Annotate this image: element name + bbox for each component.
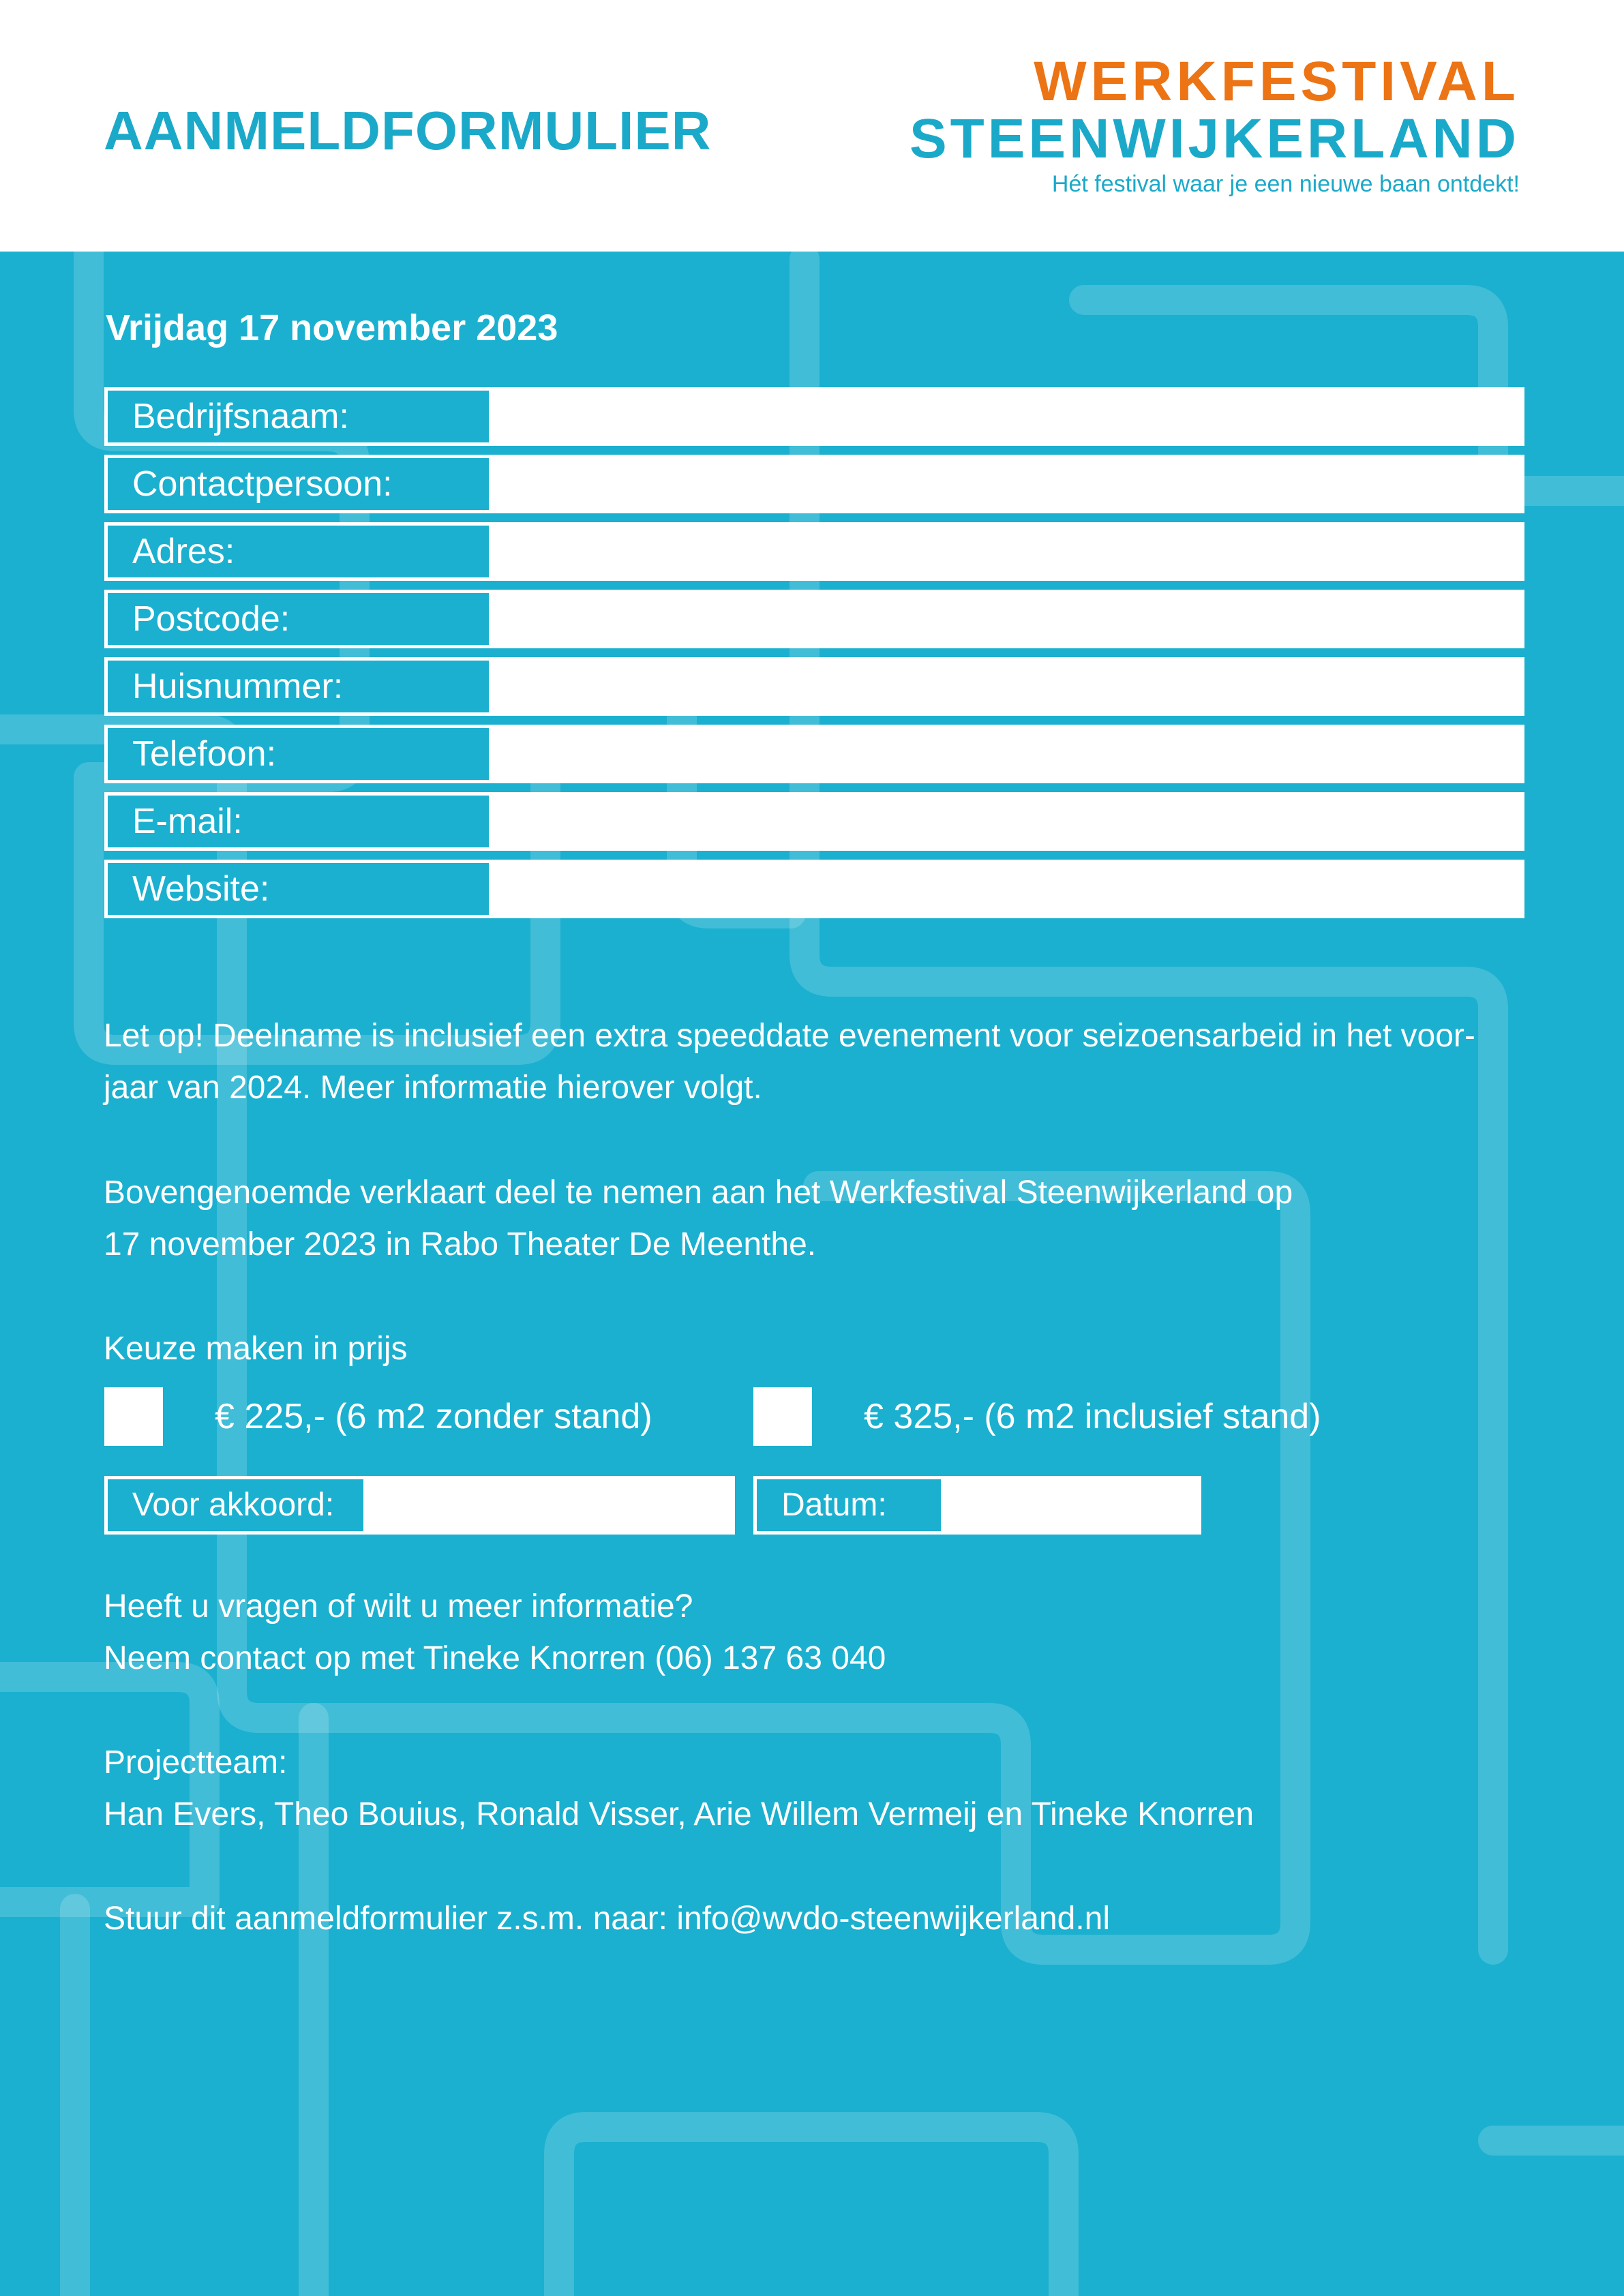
note-line-1: Let op! Deelname is inclusief een extra speeddate evenement voor seizoensarbeid in het voor- — [104, 1018, 1475, 1054]
company-name-input[interactable] — [489, 387, 1524, 446]
questions-line-1: Heeft u vragen of wilt u meer informatie? — [104, 1588, 693, 1625]
agreement-signature-input[interactable] — [363, 1476, 735, 1535]
send-instructions: Stuur dit aanmeldformulier z.s.m. naar: info@wvdo-steenwijkerland.nl — [104, 1901, 1111, 1937]
note-line-2: jaar van 2024. Meer informatie hierover volgt. — [104, 1070, 762, 1106]
date-input[interactable] — [941, 1476, 1201, 1535]
price-choice-prompt: Keuze maken in prijs — [104, 1331, 408, 1367]
field-label: Telefoon: — [132, 734, 277, 774]
team-heading: Projectteam: — [104, 1744, 288, 1781]
project-team — [104, 1737, 1535, 1841]
phone-input[interactable] — [489, 725, 1524, 783]
date-label: Datum: — [781, 1487, 887, 1523]
field-house-number — [104, 657, 1524, 716]
participation-declaration — [104, 1167, 1535, 1271]
field-label: Huisnummer: — [132, 667, 344, 706]
declaration-line-1: Bovengenoemde verklaart deel te nemen aan het Werkfestival Steenwijkerland op — [104, 1175, 1293, 1211]
field-website — [104, 860, 1524, 918]
field-postcode — [104, 590, 1524, 648]
contact-fields — [104, 387, 1524, 927]
contact-person-input[interactable] — [489, 455, 1524, 513]
field-email — [104, 792, 1524, 851]
logo-werkfestival: WERKFESTIVAL — [1034, 50, 1520, 112]
page-title: AANMELDFORMULIER — [104, 100, 712, 161]
postcode-input[interactable] — [489, 590, 1524, 648]
logo-tagline: Hét festival waar je een nieuwe baan ontdekt! — [1051, 171, 1520, 197]
team-members: Han Evers, Theo Bouius, Ronald Visser, Arie Willem Vermeij en Tineke Knorren — [104, 1796, 1254, 1832]
field-address — [104, 522, 1524, 581]
field-label: Postcode: — [132, 599, 290, 639]
agreement-signature-field — [104, 1476, 735, 1535]
field-label: Bedrijfsnaam: — [132, 397, 349, 436]
questions-line-2: Neem contact op met Tineke Knorren (06) 137 63 040 — [104, 1640, 886, 1676]
date-field — [753, 1476, 1201, 1535]
field-label: Website: — [132, 869, 270, 909]
price-225-label: € 225,- (6 m2 zonder stand) — [215, 1397, 652, 1436]
email-input[interactable] — [489, 792, 1524, 851]
house-number-input[interactable] — [489, 657, 1524, 716]
field-phone — [104, 725, 1524, 783]
logo-steenwijkerland: STEENWIJKERLAND — [909, 108, 1520, 170]
field-label: Contactpersoon: — [132, 464, 393, 504]
field-company-name — [104, 387, 1524, 446]
field-contact-person — [104, 455, 1524, 513]
field-label: Adres: — [132, 532, 235, 571]
contact-info — [104, 1581, 1535, 1685]
agreement-label: Voor akkoord: — [132, 1487, 335, 1523]
declaration-line-2: 17 november 2023 in Rabo Theater De Meenthe. — [104, 1226, 817, 1263]
festival-logo — [909, 50, 1520, 205]
speeddate-note — [104, 1010, 1535, 1114]
website-input[interactable] — [489, 860, 1524, 918]
field-label: E-mail: — [132, 802, 243, 841]
header-band — [0, 0, 1624, 252]
address-input[interactable] — [489, 522, 1524, 581]
price-325-checkbox[interactable] — [753, 1387, 812, 1446]
event-date-heading: Vrijdag 17 november 2023 — [106, 307, 558, 348]
price-225-checkbox[interactable] — [104, 1387, 163, 1446]
price-325-label: € 325,- (6 m2 inclusief stand) — [864, 1397, 1321, 1436]
